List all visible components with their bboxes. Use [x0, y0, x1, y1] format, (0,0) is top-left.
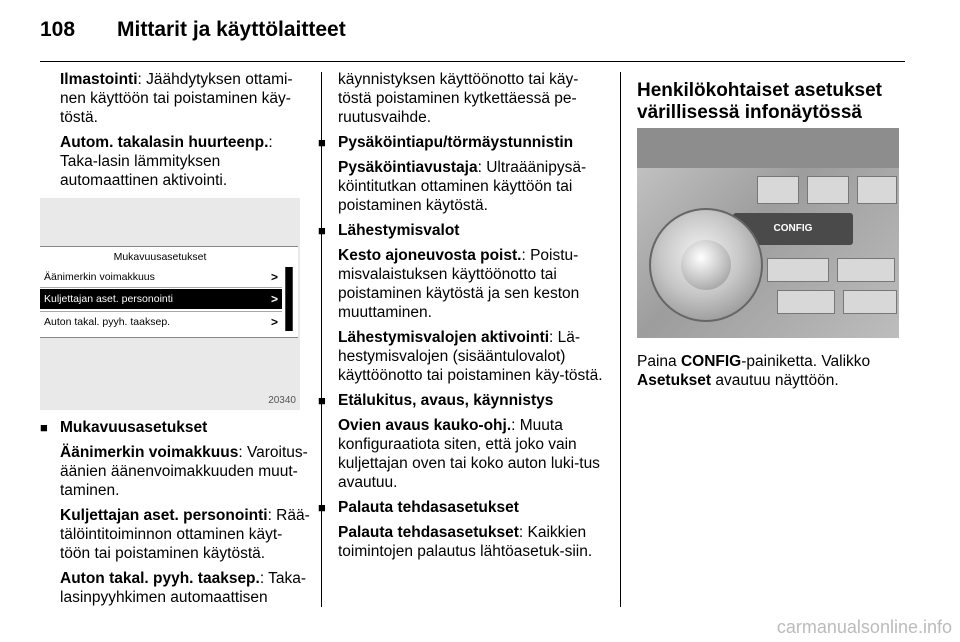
column-divider-2: [620, 72, 621, 607]
button-shape: [807, 176, 849, 204]
page-number: 108: [40, 18, 76, 41]
button-shape: [777, 290, 835, 314]
button-shape: [857, 176, 897, 204]
menu-row: Auton takal. pyyh. taaksep. >: [40, 311, 282, 332]
list-item: Ovien avaus kauko-ohj.: Muuta konfiguraatiota siten, että joko vain kuljettajan oven tai koko auton luki-tus avautuu.: [338, 417, 600, 491]
button-shape: [757, 176, 799, 204]
section-heading: Henkilökohtaiset asetukset värillisessä infonäytössä: [637, 80, 882, 123]
bullet-icon: ■: [318, 223, 326, 238]
menu-row-selected: Kuljettajan aset. personointi >: [40, 289, 282, 309]
column-1-lower: [40, 418, 310, 613]
button-shape: [843, 290, 897, 314]
bullet-section: ■ Lähestymisvalot: [318, 222, 460, 239]
figure-config-button-photo: [637, 128, 899, 338]
column-1: [60, 70, 310, 196]
column-3-lower: [637, 352, 902, 396]
list-item: Äänimerkin voimakkuus: Varoitus-äänien äänenvoimakkuuden muut-taminen.: [60, 444, 308, 499]
list-item: Auton takal. pyyh. taaksep.: Taka-lasinpyyhkimen automaattisen: [60, 570, 307, 606]
bullet-mukavuusasetukset: ■ Mukavuusasetukset: [40, 419, 208, 436]
knob-center: [681, 240, 731, 290]
bullet-section: ■ Etälukitus, avaus, käynnistys: [318, 392, 554, 409]
list-item: Kesto ajoneuvosta poist.: Poistu-misvalaistuksen käyttöönotto tai poistaminen käytöstä ja sen keston muuttaminen.: [338, 247, 580, 321]
bullet-icon: ■: [40, 420, 48, 435]
figure-comfort-settings-screen: [40, 198, 300, 410]
list-item: Lähestymisvalojen aktivointi: Lä-hestymisvalojen (sisääntulovalot) käyttöönotto tai poistaminen käy-töstä.: [338, 329, 603, 384]
paragraph-config: Paina CONFIG-painiketta. Valikko Asetukset avautuu näyttöön.: [637, 353, 871, 389]
button-shape: [767, 258, 829, 282]
column-2: [318, 70, 606, 567]
page-title: Mittarit ja käyttölaitteet: [117, 18, 346, 41]
chevron-right-icon: >: [270, 315, 278, 329]
page-header: [0, 0, 960, 60]
display-panel: [40, 246, 298, 338]
paragraph-takalasin: Autom. takalasin huurteenp.: Taka-lasin lämmityksen automaattinen aktivointi.: [60, 134, 273, 189]
list-item: Pysäköintiavustaja: Ultraäänipysä-köintitutkan ottaminen käyttöön tai poistaminen käytöstä.: [338, 159, 587, 214]
figure-number: 20340: [268, 395, 296, 406]
bullet-icon: ■: [318, 135, 326, 150]
bullet-section: ■ Palauta tehdasasetukset: [318, 499, 519, 516]
header-rule: [40, 61, 905, 62]
watermark: carmanualsonline.info: [776, 617, 952, 637]
list-item: Kuljettajan aset. personointi: Rää-tälöintitoiminnon ottaminen käyt-töön tai poistaminen käytöstä.: [60, 507, 310, 562]
chevron-right-icon: >: [270, 292, 278, 306]
dashboard-strip: [637, 128, 899, 168]
list-item: Palauta tehdasasetukset: Kaikkien toimintojen palautus lähtöasetuk-siin.: [338, 524, 593, 560]
button-shape: [837, 258, 895, 282]
menu-row: Äänimerkin voimakkuus >: [40, 267, 282, 288]
config-button: CONFIG: [733, 213, 853, 245]
bullet-icon: ■: [318, 500, 326, 515]
paragraph-continued: käynnistyksen käyttöönotto tai käy-töstä poistaminen kytkettäessä pe-ruutusvaihde.: [338, 71, 579, 126]
paragraph-ilmastointi: Ilmastointi: Jäähdytyksen ottami-nen käyttöön tai poistaminen käy-töstä.: [60, 71, 293, 126]
bullet-icon: ■: [318, 393, 326, 408]
rotary-knob: [649, 208, 763, 322]
scrollbar-thumb: [286, 267, 292, 331]
bullet-section: ■ Pysäköintiapu/törmäystunnistin: [318, 134, 574, 151]
screen-title: Mukavuusasetukset: [113, 251, 207, 263]
column-divider-1: [321, 72, 322, 607]
column-3: [637, 80, 902, 134]
chevron-right-icon: >: [270, 270, 278, 284]
